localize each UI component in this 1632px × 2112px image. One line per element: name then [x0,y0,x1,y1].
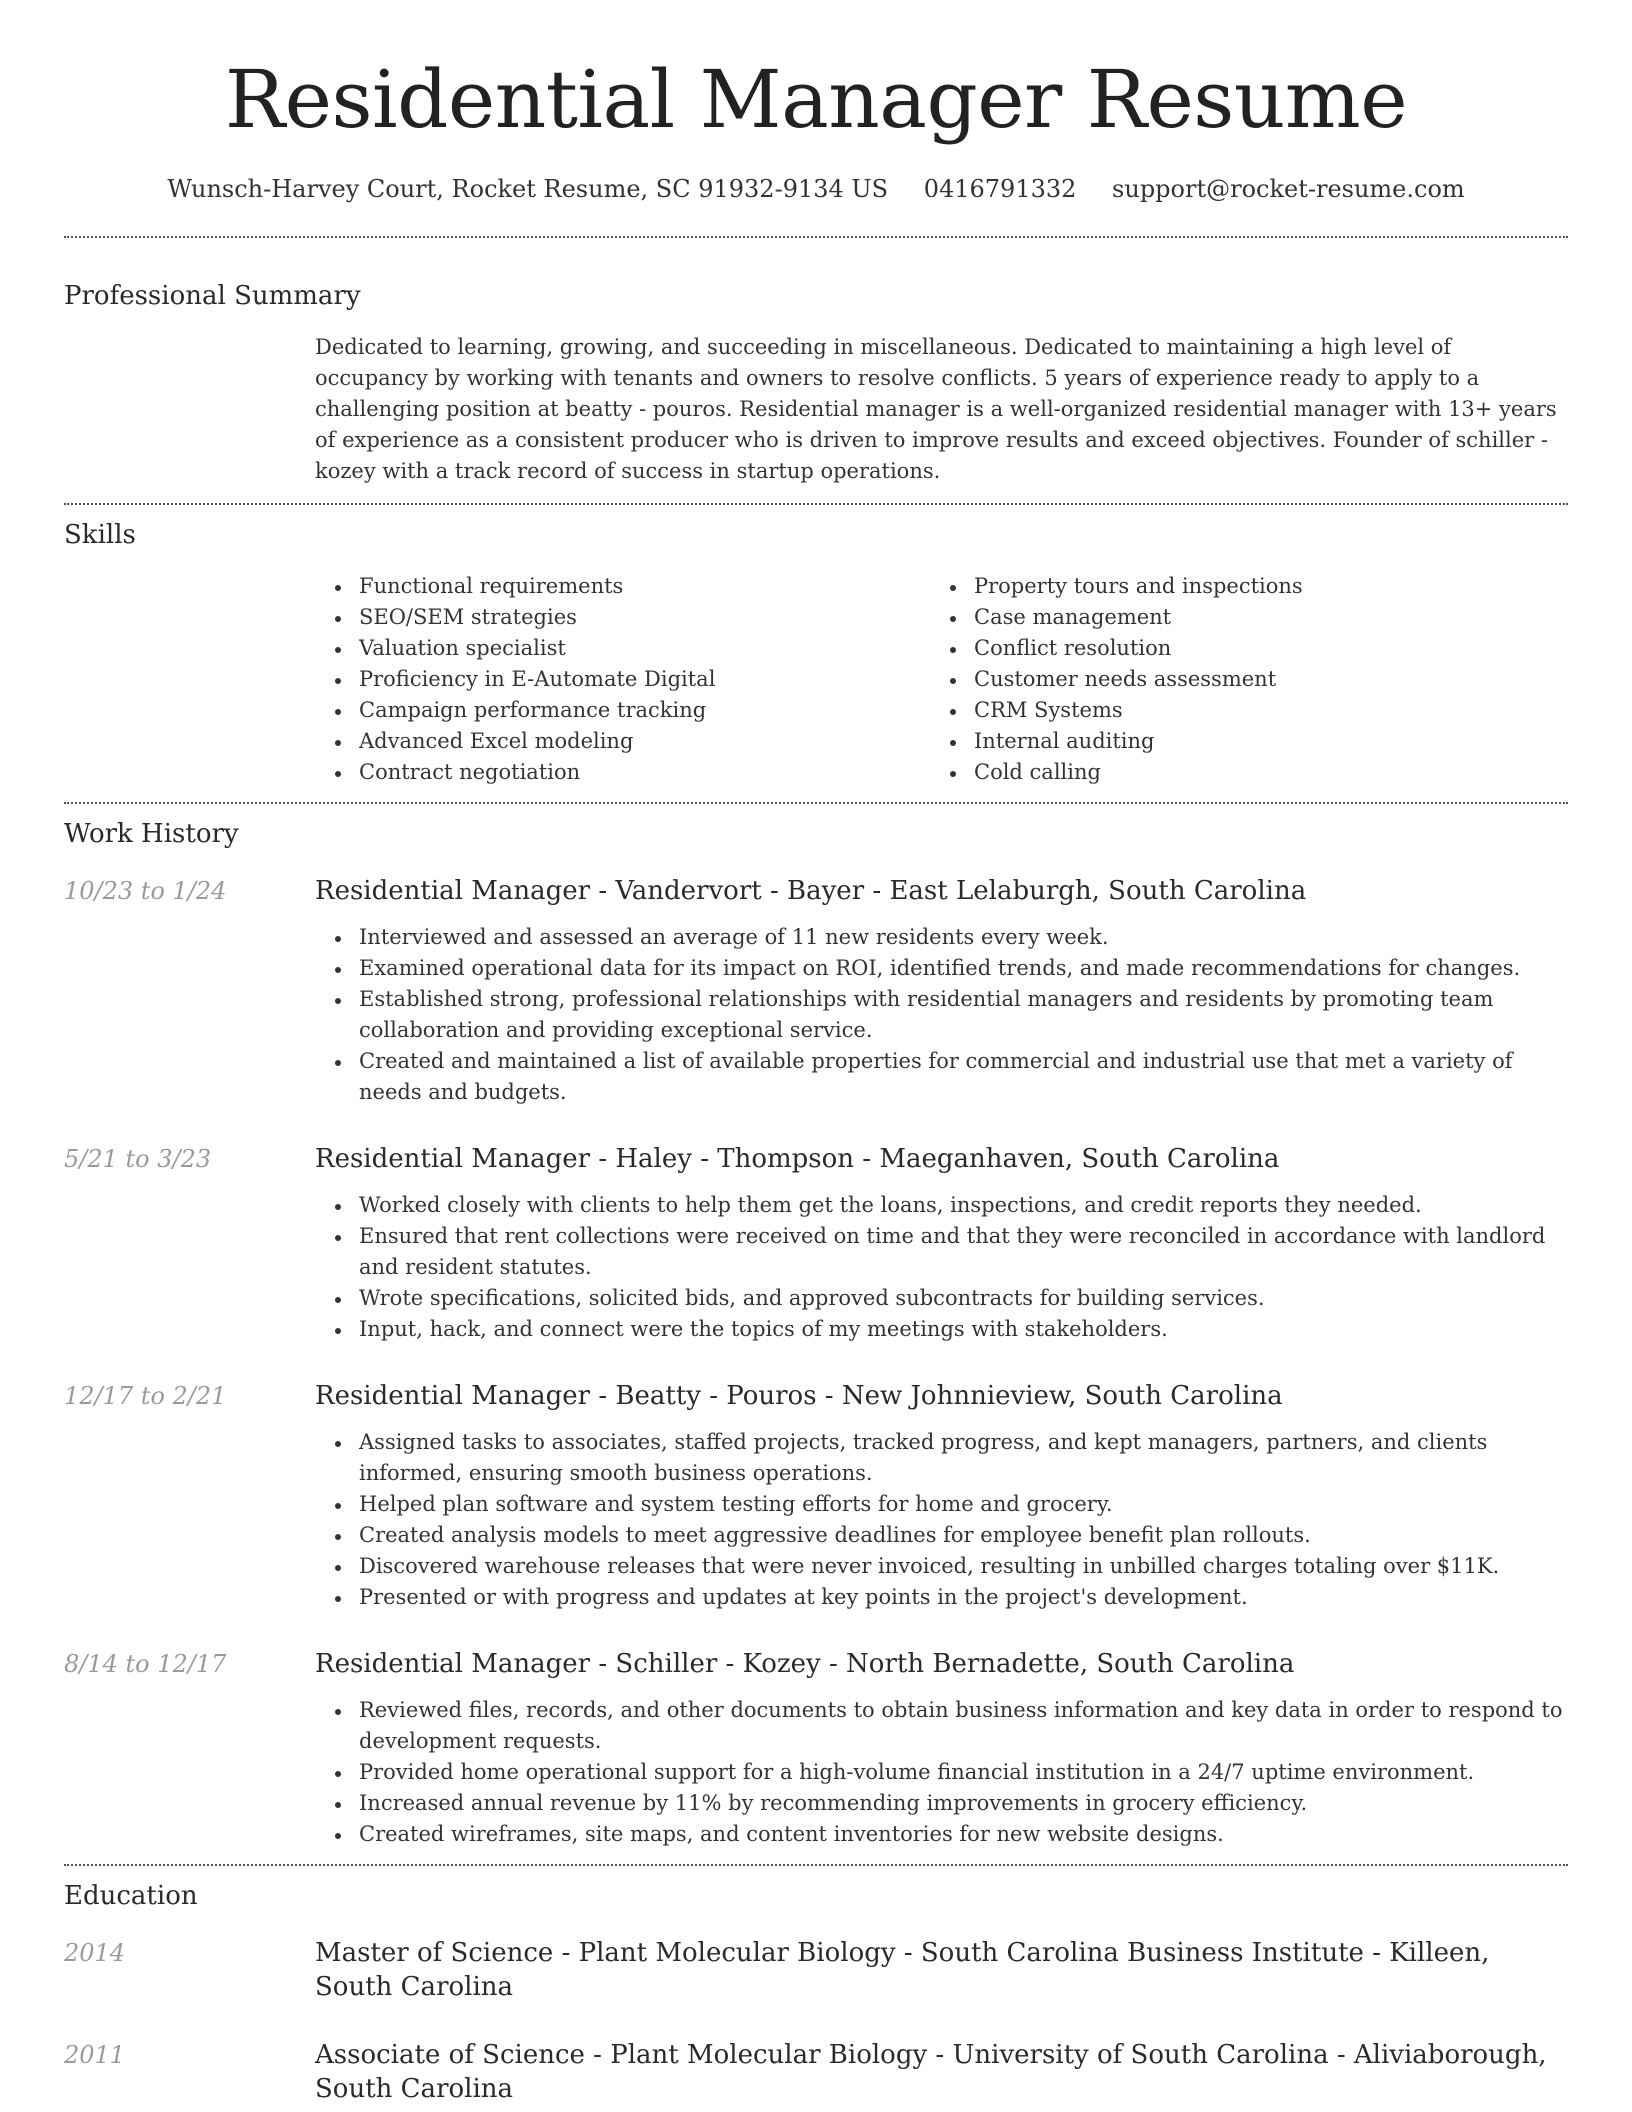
skills-list-left [315,571,930,788]
job-bullet: Input, hack, and connect were the topics of my meetings with stakeholders. [315,1314,1568,1345]
job-bullet: Increased annual revenue by 11% by recommending improvements in grocery efficiency. [315,1788,1568,1819]
job-bullet: Discovered warehouse releases that were never invoiced, resulting in unbilled charges totaling over $11K. [315,1551,1568,1582]
skill-item: Customer needs assessment [930,664,1545,695]
job-bullets [315,1190,1568,1345]
job-bullet: Wrote specifications, solicited bids, and approved subcontracts for building services. [315,1283,1568,1314]
job-bullets [315,1427,1568,1613]
summary-heading: Professional Summary [64,281,361,311]
job-entry [64,1379,1568,1613]
education-year: 2011 [64,2041,126,2069]
job-title: Residential Manager - Beatty - Pouros - New Johnnieview, South Carolina [315,1381,1283,1411]
skill-item: Functional requirements [315,571,930,602]
divider [64,503,1568,505]
job-bullet: Established strong, professional relationships with residential managers and residents by promoting team collaboration and providing exceptional service. [315,984,1568,1046]
summary-text: Dedicated to learning, growing, and succeeding in miscellaneous. Dedicated to maintaining a high level of occupancy by working with tenants and owners to resolve conflicts. 5 years of experience ready to apply to a challenging position at beatty - pouros. Residential manager is a well-organized residential manager with 13+ years of experience as a consistent producer who is driven to improve results and exceed objectives. Founder of schiller - kozey with a track record of success in startup operations. [315,335,1557,483]
job-bullet: Presented or with progress and updates at key points in the project's development. [315,1582,1568,1613]
job-bullet: Provided home operational support for a high-volume financial institution in a 24/7 uptime environment. [315,1757,1568,1788]
skill-item: Campaign performance tracking [315,695,930,726]
divider [64,236,1568,238]
skills-section [64,517,1568,788]
job-bullets [315,922,1568,1108]
job-title: Residential Manager - Haley - Thompson - Maeganhaven, South Carolina [315,1144,1280,1174]
skill-item: Contract negotiation [315,757,930,788]
education-title: Associate of Science - Plant Molecular Biology - University of South Carolina - Aliviaborough, South Carolina [315,2040,1547,2104]
job-bullet: Created wireframes, site maps, and content inventories for new website designs. [315,1819,1568,1850]
education-title: Master of Science - Plant Molecular Biology - South Carolina Business Institute - Killeen, South Carolina [315,1938,1490,2002]
skill-item: Cold calling [930,757,1545,788]
job-entry [64,874,1568,1108]
job-entry [64,1647,1568,1850]
education-entry [64,2038,1568,2106]
job-dates: 8/14 to 12/17 [64,1650,227,1678]
skill-item: Proficiency in E-Automate Digital [315,664,930,695]
job-bullet: Ensured that rent collections were received on time and that they were reconciled in accordance with landlord and resident statutes. [315,1221,1568,1283]
resume-title: Residential Manager Resume [224,53,1408,146]
education-section [64,1878,1568,2106]
job-bullet: Created analysis models to meet aggressive deadlines for employee benefit plan rollouts. [315,1520,1568,1551]
skill-item: Property tours and inspections [930,571,1545,602]
divider [64,1864,1568,1866]
job-title: Residential Manager - Schiller - Kozey - North Bernadette, South Carolina [315,1649,1295,1679]
resume-page [64,0,1568,2112]
skill-item: Valuation specialist [315,633,930,664]
job-bullet: Examined operational data for its impact on ROI, identified trends, and made recommendations for changes. [315,953,1568,984]
skill-item: CRM Systems [930,695,1545,726]
job-bullet: Worked closely with clients to help them get the loans, inspections, and credit reports they needed. [315,1190,1568,1221]
divider [64,802,1568,804]
summary-section [64,278,1568,487]
skills-list-right [930,571,1545,788]
contact-phone: 0416791332 [923,175,1077,203]
job-dates: 10/23 to 1/24 [64,877,227,905]
skills-heading: Skills [64,520,136,550]
job-dates: 12/17 to 2/21 [64,1382,227,1410]
work-section [64,816,1568,1850]
work-heading: Work History [64,819,239,849]
job-bullets [315,1695,1568,1850]
job-bullet: Helped plan software and system testing efforts for home and grocery. [315,1489,1568,1520]
education-heading: Education [64,1881,198,1911]
skill-item: Internal auditing [930,726,1545,757]
job-bullet: Assigned tasks to associates, staffed projects, tracked progress, and kept managers, partners, and clients informed, ensuring smooth business operations. [315,1427,1568,1489]
skill-item: Case management [930,602,1545,633]
skill-item: Conflict resolution [930,633,1545,664]
skill-item: SEO/SEM strategies [315,602,930,633]
contact-address: Wunsch-Harvey Court, Rocket Resume, SC 91932-9134 US [167,175,889,203]
job-dates: 5/21 to 3/23 [64,1145,212,1173]
job-bullet: Interviewed and assessed an average of 11 new residents every week. [315,922,1568,953]
education-year: 2014 [64,1939,126,1967]
job-bullet: Reviewed files, records, and other documents to obtain business information and key data in order to respond to development requests. [315,1695,1568,1757]
skill-item: Advanced Excel modeling [315,726,930,757]
contact-email: support@rocket-resume.com [1112,175,1465,203]
job-bullet: Created and maintained a list of available properties for commercial and industrial use that met a variety of needs and budgets. [315,1046,1568,1108]
job-entry [64,1142,1568,1345]
job-title: Residential Manager - Vandervort - Bayer - East Lelaburgh, South Carolina [315,876,1307,906]
contact-line [64,172,1568,206]
education-entry [64,1936,1568,2004]
